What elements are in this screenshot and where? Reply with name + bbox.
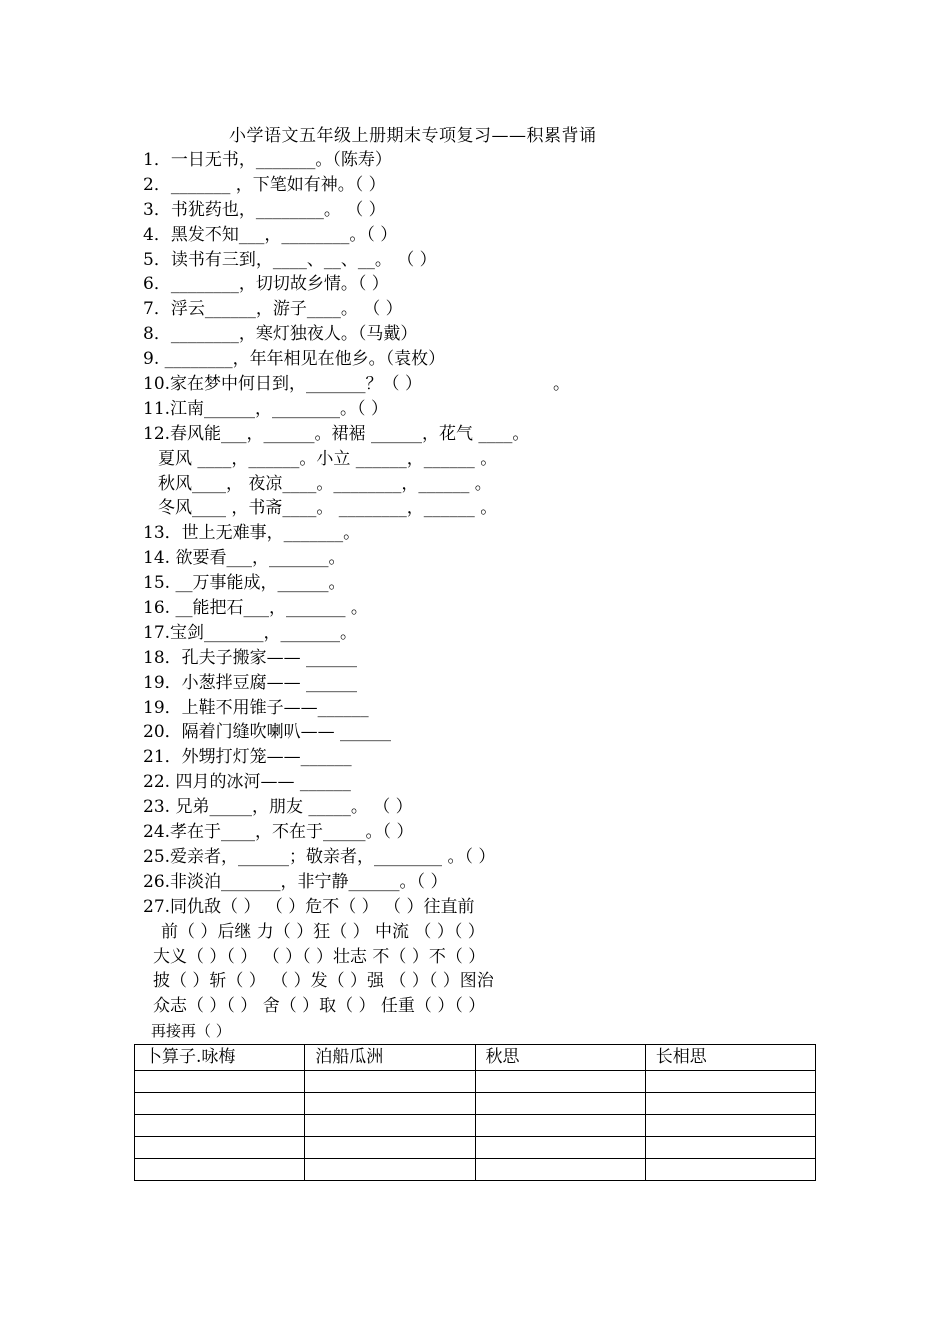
- table-cell[interactable]: [645, 1071, 815, 1093]
- table-header-cell: 泊船瓜洲: [305, 1045, 475, 1071]
- exercise-line: [0, 945, 950, 970]
- table-cell[interactable]: [475, 1137, 645, 1159]
- table-row: [135, 1137, 816, 1159]
- table-cell[interactable]: [645, 1115, 815, 1137]
- table-cell[interactable]: [645, 1159, 815, 1181]
- exercise-line: [0, 198, 950, 223]
- table-cell[interactable]: [135, 1115, 305, 1137]
- table-cell[interactable]: [475, 1093, 645, 1115]
- exercise-text: 23. 兄弟_____，朋友 _____。 （ ）: [143, 797, 413, 818]
- exercise-text: 15. __万事能成，______。: [143, 573, 346, 594]
- stray-punctuation: 。: [553, 374, 570, 395]
- table-cell[interactable]: [135, 1137, 305, 1159]
- exercise-line: [0, 795, 950, 820]
- exercise-text: 冬风____ ，书斋____。 ________，______ 。: [158, 498, 498, 519]
- table-cell[interactable]: [305, 1115, 475, 1137]
- exercise-text: 10.家在梦中何日到，_______？（ ）: [143, 374, 422, 395]
- exercise-line: [0, 521, 950, 546]
- exercise-text: 8．________，寒灯独夜人。（马戴）: [143, 324, 418, 345]
- table-row: [135, 1071, 816, 1093]
- exercise-line: [0, 447, 950, 472]
- exercise-line: [0, 372, 950, 397]
- exercise-text: 20．隔着门缝吹喇叭—— ______: [143, 722, 392, 743]
- exercise-text: 19．上鞋不用锥子——______: [143, 697, 369, 718]
- table-header-row: [135, 1045, 816, 1071]
- exercise-text: 26.非淡泊_______，非宁静______。（ ）: [143, 871, 448, 892]
- exercise-text: 14. 欲要看___，_______。: [143, 548, 346, 569]
- exercise-line: [0, 173, 950, 198]
- exercise-text: 众志（ ）（ ） 舍（ ）取（ ） 任重（ ）（ ）: [153, 996, 486, 1017]
- exercise-line: [0, 770, 950, 795]
- exercise-text: 13．世上无难事，_______。: [143, 523, 361, 544]
- table-cell[interactable]: [305, 1137, 475, 1159]
- exercise-text: 5．读书有三到，____、__、__。 （ ）: [143, 249, 437, 270]
- table-header-cell: 长相思: [645, 1045, 815, 1071]
- exercise-line: [0, 422, 950, 447]
- exercise-line: [0, 720, 950, 745]
- table-cell[interactable]: [135, 1159, 305, 1181]
- exercise-text: 披（ ）斩（ ） （ ）发（ ）强 （ ）（ ）图治: [153, 971, 494, 992]
- exercise-text: 再接再（ ）: [151, 1022, 231, 1041]
- table-cell[interactable]: [475, 1159, 645, 1181]
- exercise-line: [0, 820, 950, 845]
- table-row: [135, 1115, 816, 1137]
- exercise-text: 11.江南______，________。（ ）: [143, 398, 388, 419]
- exercise-line: [0, 223, 950, 248]
- exercise-line: [0, 671, 950, 696]
- exercise-line: [0, 1019, 950, 1044]
- exercise-line: [0, 297, 950, 322]
- exercise-line: [0, 596, 950, 621]
- exercise-text: 6．________，切切故乡情。（ ）: [143, 274, 389, 295]
- exercise-line: [0, 969, 950, 994]
- exercise-text: 16. __能把石___，_______ 。: [143, 598, 368, 619]
- exercise-text: 7．浮云______，游子____。 （ ）: [143, 299, 403, 320]
- poem-table: [134, 1044, 816, 1181]
- exercise-text: 17.宝剑_______，_______。: [143, 622, 358, 643]
- exercise-line: [0, 546, 950, 571]
- exercise-text: 秋风____， 夜凉____。________，______ 。: [158, 473, 492, 494]
- exercise-text: 大义（ ）（ ） （ ）（ ）壮志 不（ ）不（ ）: [153, 946, 486, 967]
- exercise-text: 27.同仇敌（ ） （ ）危不（ ） （ ）往直前: [143, 896, 475, 917]
- exercise-line: [0, 496, 950, 521]
- exercise-text: 3．书犹药也，________。 （ ）: [143, 199, 386, 220]
- exercise-line: [0, 571, 950, 596]
- exercise-list: [0, 148, 950, 1044]
- page-title: 小学语文五年级上册期末专项复习——积累背诵: [229, 126, 597, 146]
- exercise-line: [0, 845, 950, 870]
- exercise-line: [0, 920, 950, 945]
- table-cell[interactable]: [475, 1115, 645, 1137]
- exercise-text: 9. ________，年年相见在他乡。（袁枚）: [143, 349, 446, 370]
- exercise-line: [0, 272, 950, 297]
- exercise-text: 22. 四月的冰河—— ______: [143, 772, 351, 793]
- exercise-line: [0, 322, 950, 347]
- table-cell[interactable]: [475, 1071, 645, 1093]
- table-cell[interactable]: [305, 1071, 475, 1093]
- exercise-text: 21．外甥打灯笼——______: [143, 747, 352, 768]
- exercise-line: [0, 148, 950, 173]
- exercise-line: [0, 745, 950, 770]
- table-row: [135, 1093, 816, 1115]
- table-cell[interactable]: [135, 1093, 305, 1115]
- exercise-line: [0, 646, 950, 671]
- exercise-text: 19．小葱拌豆腐—— ______: [143, 672, 358, 693]
- exercise-line: [0, 472, 950, 497]
- table-cell[interactable]: [645, 1093, 815, 1115]
- exercise-line: [0, 397, 950, 422]
- exercise-text: 2．_______ ，下笔如有神。（ ）: [143, 174, 386, 195]
- table-cell[interactable]: [305, 1093, 475, 1115]
- table-header-cell: 卜算子.咏梅: [135, 1045, 305, 1071]
- exercise-line: [0, 870, 950, 895]
- table-header-cell: 秋思: [475, 1045, 645, 1071]
- exercise-line: [0, 696, 950, 721]
- exercise-text: 12.春风能___，______。裙裾 ______，花气 ____。: [143, 423, 530, 444]
- exercise-line: [0, 621, 950, 646]
- table-cell[interactable]: [305, 1159, 475, 1181]
- exercise-line: [0, 248, 950, 273]
- exercise-line: [0, 895, 950, 920]
- exercise-text: 夏风 ____，______。小立 ______，______ 。: [158, 448, 498, 469]
- table-cell[interactable]: [135, 1071, 305, 1093]
- exercise-text: 前（ ）后继 力（ ）狂（ ） 中流 （ ）（ ）: [161, 921, 485, 942]
- table-row: [135, 1159, 816, 1181]
- exercise-text: 25.爱亲者，______；敬亲者，________ 。（ ）: [143, 846, 496, 867]
- exercise-text: 24.孝在于____，不在于_____。（ ）: [143, 822, 414, 843]
- exercise-text: 4．黑发不知___，________。（ ）: [143, 224, 398, 245]
- exercise-text: 1．一日无书，_______。（陈寿）: [143, 150, 392, 170]
- exercise-line: [0, 994, 950, 1019]
- exercise-text: 18．孔夫子搬家—— ______: [143, 647, 358, 668]
- exercise-line: [0, 347, 950, 372]
- table-cell[interactable]: [645, 1137, 815, 1159]
